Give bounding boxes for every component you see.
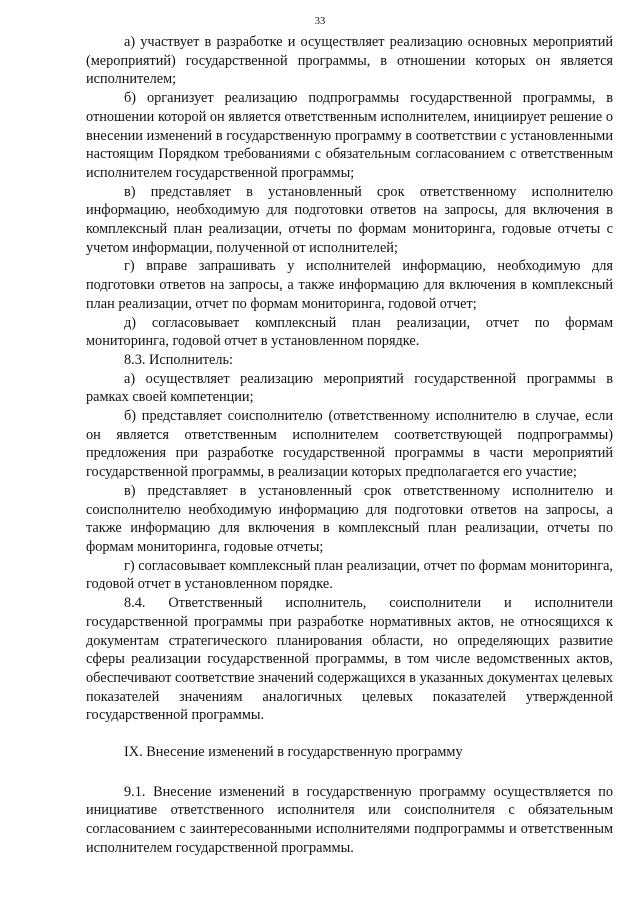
spacer: [86, 762, 613, 783]
spacer: [86, 725, 613, 743]
paragraph: а) участвует в разработке и осуществляет реализацию основных мероприятий (мероприятий) государственной программы, в отношении которых он является исполнителем;: [86, 34, 613, 88]
paragraph: 8.4. Ответственный исполнитель, соисполнители и исполнители государственной программы при разработке нормативных актов, не относящихся к документам стратегического планирования области, но определяющих развитие сферы реализации государственной программы, в том числе ведомственных актов, обеспечивают соответствие значений содержащихся в указанных документах целевых показателей значениям аналогичных целевых показателей утвержденной государственной программы.: [86, 595, 613, 724]
paragraph: в) представляет в установленный срок ответственному исполнителю информацию, необходимую для подготовки ответов на запросы, для включения в комплексный план реализации, отчеты по формам мониторинга, годовые отчеты с учетом информации, полученной от исполнителей;: [86, 183, 613, 256]
paragraph: 9.1. Внесение изменений в государственную программу осуществляется по инициативе ответственного исполнителя или соисполнителя с обязательным согласованием с заинтересованными исполнителями подпрограммы и ответственным исполнителем государственной программы.: [86, 783, 613, 856]
section-item-heading: 8.3. Исполнитель:: [124, 351, 233, 368]
paragraph: д) согласовывает комплексный план реализации, отчет по формам мониторинга, годовой отчет в установленном порядке.: [86, 314, 613, 350]
paragraph: в) представляет в установленный срок ответственному исполнителю и соисполнителю необходимую информацию для подготовки ответов на запросы, а также информацию для включения в комплексный план реализации, отчеты по формам мониторинга, годовые отчеты;: [86, 482, 613, 555]
paragraph: б) представляет соисполнителю (ответственному исполнителю в случае, если он является ответственным исполнителем соответствующей подпрограммы) предложения при разработке государственной программы в части мероприятий государственной программы, в реализации которых предполагается его участие;: [86, 408, 613, 481]
paragraph: г) согласовывает комплексный план реализации, отчет по формам мониторинга, годовой отчет в установленном порядке.: [86, 557, 613, 593]
paragraph: а) осуществляет реализацию мероприятий государственной программы в рамках своей компетенции;: [86, 370, 613, 406]
page-number: 33: [314, 16, 326, 27]
section-heading: IX. Внесение изменений в государственную программу: [124, 744, 463, 761]
paragraph: г) вправе запрашивать у исполнителей информацию, необходимую для подготовки ответов на запросы, а также информацию для включения в комплексный план реализации, отчет по формам мониторинга, годовой отчет;: [86, 258, 613, 312]
paragraph: б) организует реализацию подпрограммы государственной программы, в отношении которой он является ответственным исполнителем, инициирует решение о внесении изменений в государственную программу в соответствии с установленными настоящим Порядком требованиями с обязательным согласованием с ответственным исполнителем государственной программы;: [86, 90, 613, 181]
document-body: [86, 33, 613, 858]
